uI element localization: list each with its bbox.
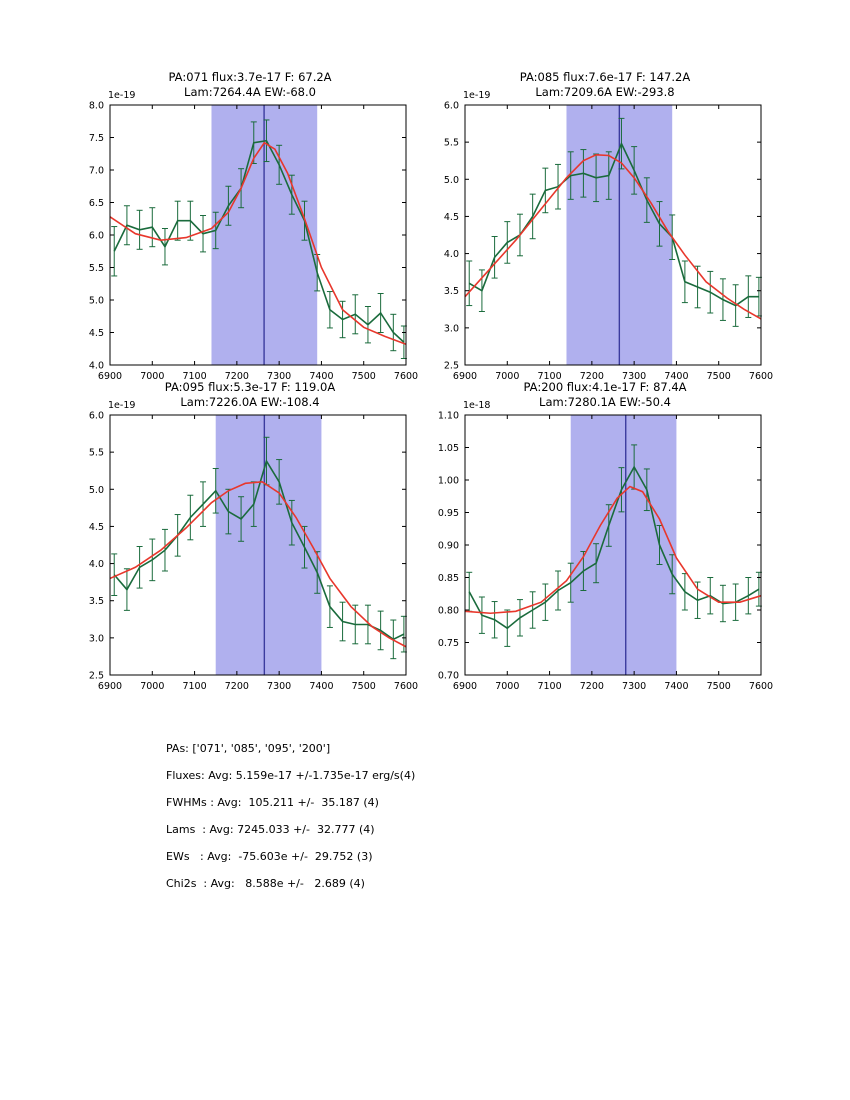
panel-subtitle-pa095: Lam:7226.0A EW:-108.4: [180, 395, 320, 409]
x-tick-label: 7400: [309, 371, 334, 382]
panel-subtitle-pa200: Lam:7280.1A EW:-50.4: [539, 395, 671, 409]
x-tick-label: 7500: [706, 681, 731, 692]
x-tick-label: 7400: [664, 681, 689, 692]
x-tick-label: 6900: [452, 681, 478, 692]
x-tick-label: 7000: [140, 371, 165, 382]
y-tick-label: 0.95: [437, 508, 459, 519]
summary-line-pas: PAs: ['071', '085', '095', '200']: [166, 742, 331, 755]
x-tick-label: 6900: [452, 371, 478, 382]
x-tick-label: 7600: [748, 371, 774, 382]
y-tick-label: 3.0: [88, 633, 104, 645]
y-tick-label: 3.5: [88, 596, 104, 608]
x-tick-label: 6900: [97, 371, 123, 382]
y-tick-label: 8.0: [88, 100, 104, 112]
x-tick-label: 7300: [267, 681, 292, 692]
x-tick-label: 7100: [182, 371, 207, 382]
y-tick-label: 6.0: [88, 410, 104, 422]
y-tick-label: 6.0: [443, 100, 459, 112]
y-tick-label: 6.0: [88, 230, 104, 242]
y-tick-label: 1.00: [437, 475, 459, 487]
y-tick-label: 6.5: [88, 198, 104, 209]
x-tick-label: 7000: [495, 371, 520, 382]
x-tick-label: 6900: [97, 681, 123, 692]
x-tick-label: 7300: [622, 371, 647, 382]
x-tick-label: 7100: [537, 681, 562, 692]
y-tick-label: 4.5: [88, 521, 104, 533]
y-tick-label: 0.85: [437, 573, 459, 584]
y-tick-label: 4.0: [88, 360, 104, 372]
y-tick-label: 7.5: [88, 133, 104, 144]
panel-subtitle-pa071: Lam:7264.4A EW:-68.0: [184, 85, 316, 99]
shaded-band: [571, 415, 677, 675]
x-tick-label: 7000: [140, 681, 165, 692]
y-tick-label: 5.0: [88, 484, 104, 496]
x-tick-label: 7300: [622, 681, 647, 692]
panel-pa085-axes: [444, 90, 773, 382]
y-tick-label: 1.05: [437, 443, 459, 454]
summary-line-fwhms: FWHMs : Avg: 105.211 +/- 35.187 (4): [166, 796, 379, 809]
y-tick-label: 4.0: [443, 249, 459, 261]
summary-line-ews: EWs : Avg: -75.603e +/- 29.752 (3): [166, 850, 373, 863]
x-tick-label: 7200: [224, 371, 249, 382]
y-tick-label: 5.0: [88, 295, 104, 307]
axis-exponent-label: 1e-19: [108, 400, 136, 411]
panel-pa071-axes: [89, 90, 418, 382]
y-tick-label: 5.0: [443, 174, 459, 186]
panel-pa095-axes: [89, 400, 418, 692]
x-tick-label: 7100: [537, 371, 562, 382]
x-tick-label: 7200: [579, 371, 604, 382]
y-tick-label: 0.80: [437, 605, 459, 617]
x-tick-label: 7500: [351, 371, 376, 382]
x-tick-label: 7600: [393, 371, 419, 382]
summary-line-lams: Lams : Avg: 7245.033 +/- 32.777 (4): [166, 823, 375, 836]
x-tick-label: 7000: [495, 681, 520, 692]
y-tick-label: 5.5: [88, 263, 104, 274]
panel-subtitle-pa085: Lam:7209.6A EW:-293.8: [535, 85, 675, 99]
x-tick-label: 7600: [748, 681, 774, 692]
x-tick-label: 7500: [706, 371, 731, 382]
x-tick-label: 7500: [351, 681, 376, 692]
panel-title-pa071: PA:071 flux:3.7e-17 F: 67.2A: [168, 70, 332, 84]
y-tick-label: 5.5: [443, 137, 459, 149]
x-tick-label: 7400: [309, 681, 334, 692]
y-tick-label: 1.10: [437, 410, 459, 422]
panel-title-pa200: PA:200 flux:4.1e-17 F: 87.4A: [523, 380, 687, 394]
y-tick-label: 3.5: [443, 286, 459, 298]
y-tick-label: 4.5: [443, 211, 459, 223]
summary-line-chi2s: Chi2s : Avg: 8.588e +/- 2.689 (4): [166, 877, 365, 890]
y-tick-label: 7.0: [88, 165, 104, 177]
axis-exponent-label: 1e-19: [108, 90, 136, 101]
panel-title-pa085: PA:085 flux:7.6e-17 F: 147.2A: [519, 70, 691, 84]
y-tick-label: 4.5: [88, 328, 104, 339]
y-tick-label: 2.5: [88, 670, 104, 682]
y-tick-label: 0.70: [437, 670, 459, 682]
shaded-band: [216, 415, 322, 675]
x-tick-label: 7100: [182, 681, 207, 692]
y-tick-label: 2.5: [443, 360, 459, 372]
axis-exponent-label: 1e-19: [463, 90, 491, 101]
panel-title-pa095: PA:095 flux:5.3e-17 F: 119.0A: [164, 380, 336, 394]
y-tick-label: 0.90: [437, 540, 459, 552]
x-tick-label: 7400: [664, 371, 689, 382]
x-tick-label: 7300: [267, 371, 292, 382]
y-tick-label: 0.75: [437, 638, 459, 649]
panel-pa200-axes: [438, 400, 773, 692]
x-tick-label: 7200: [579, 681, 604, 692]
summary-line-fluxes: Fluxes: Avg: 5.159e-17 +/-1.735e-17 erg/s(4): [166, 769, 416, 782]
axis-exponent-label: 1e-18: [463, 400, 491, 411]
x-tick-label: 7200: [224, 681, 249, 692]
y-tick-label: 4.0: [88, 559, 104, 571]
x-tick-label: 7600: [393, 681, 419, 692]
y-tick-label: 3.0: [443, 323, 459, 335]
summary-block: [166, 735, 686, 897]
y-tick-label: 5.5: [88, 447, 104, 459]
